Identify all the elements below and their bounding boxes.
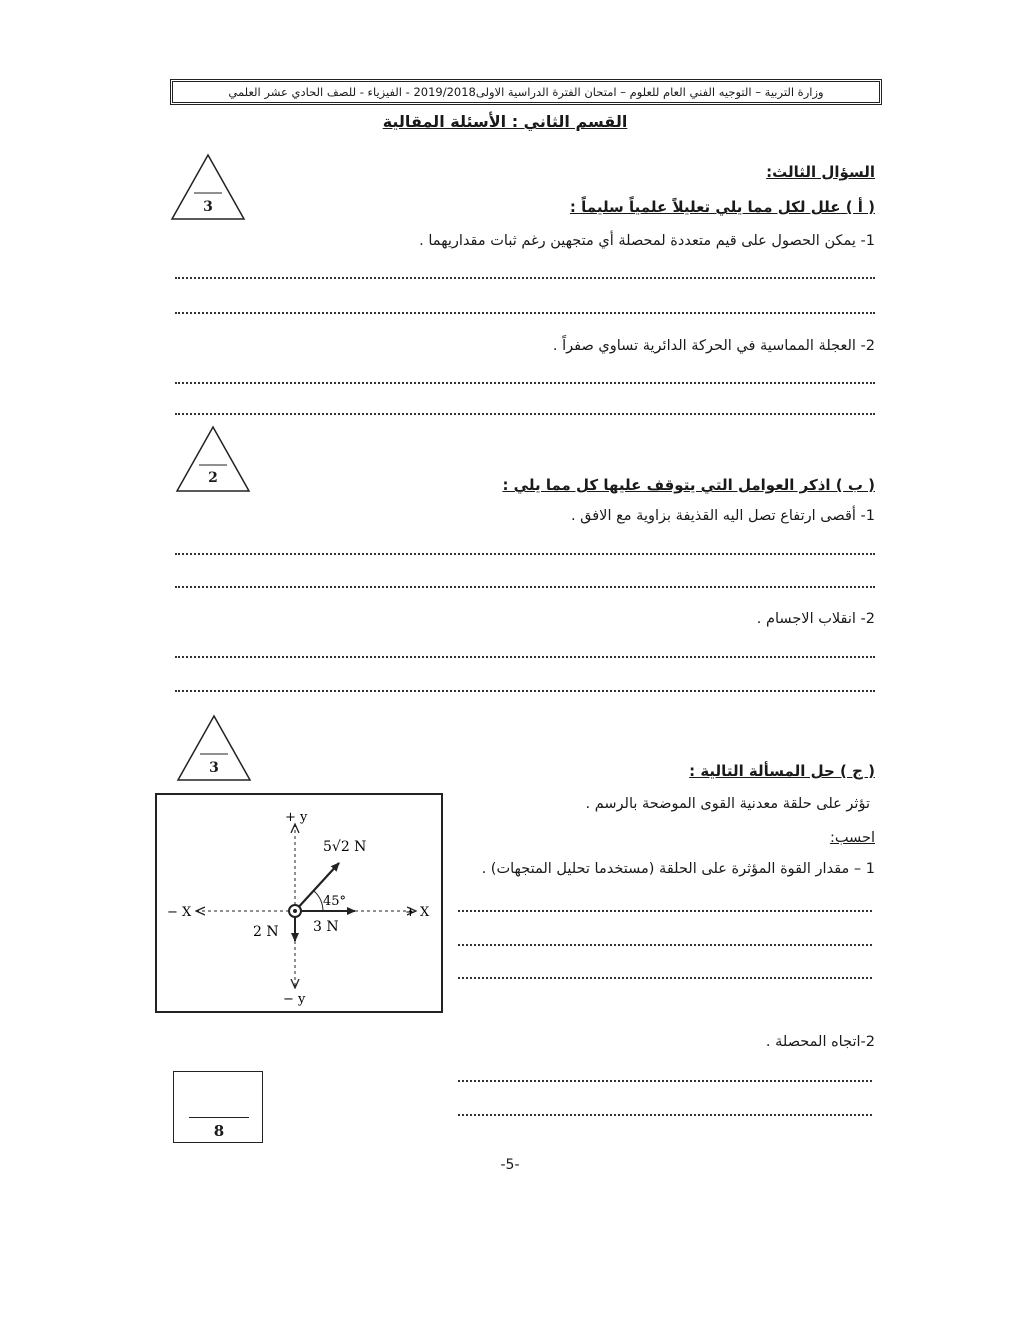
section-title: القسم الثاني : الأسئلة المقالية [382,112,628,131]
exam-header: وزارة التربية – التوجيه الفني العام للعلوم – امتحان الفترة الدراسية الاولى2019/2018 - الفيزياء - للصف الحادي عشر العلمي [170,79,882,105]
answer-line[interactable] [458,1080,872,1082]
part-a-item-2: 2- العجلة المماسية في الحركة الدائرية تساوي صفراً . [552,338,875,354]
force-diagram [155,793,443,1013]
score-value: 3 [203,199,213,215]
label-force-right: 3 N [313,919,339,935]
answer-line[interactable] [175,312,875,314]
answer-line[interactable] [458,910,872,912]
answer-line[interactable] [175,586,875,588]
label-force-diagonal: 5√2 N [323,839,367,855]
answer-line[interactable] [458,977,872,979]
answer-line[interactable] [175,277,875,279]
label-minus-x: − X [167,905,192,920]
answer-line[interactable] [175,656,875,658]
part-c-title: ( ج ) حل المسألة التالية : [689,762,875,780]
answer-line[interactable] [458,944,872,946]
part-c-intro: تؤثر على حلقة معدنية القوى الموضحة بالرسم . [585,796,870,812]
page-number: -5- [500,1157,520,1173]
force-diagram-svg [157,795,441,1011]
label-force-down: 2 N [253,924,279,940]
part-a-title: ( أ ) علل لكل مما يلي تعليلاً علمياً سليماً : [569,198,875,216]
label-plus-y: + y [285,810,308,825]
answer-line[interactable] [175,690,875,692]
ring-center [293,909,297,913]
label-plus-x: + X [405,905,430,920]
part-b-item-2: 2- انقلاب الاجسام . [756,611,875,627]
part-b-item-1: 1- أقصى ارتفاع تصل اليه القذيفة بزاوية مع الافق . [570,508,875,524]
answer-line[interactable] [175,553,875,555]
angle-arc [314,891,323,911]
score-value: 3 [209,760,219,776]
score-divider [189,1117,249,1118]
calc-label: احسب: [829,830,875,846]
score-value: 2 [208,470,218,486]
answer-line[interactable] [458,1114,872,1116]
score-triangle-a [170,153,246,221]
score-triangle-c [176,714,252,782]
part-a-item-1: 1- يمكن الحصول على قيم متعددة لمحصلة أي متجهين رغم ثبات مقداريهما . [419,233,875,249]
label-minus-y: − y [283,992,306,1007]
answer-line[interactable] [175,413,875,415]
label-angle: 45° [323,894,347,909]
total-score-box [173,1071,263,1143]
part-b-title: ( ب ) اذكر العوامل التي يتوقف عليها كل مما يلي : [502,476,875,494]
question-title: السؤال الثالث: [766,163,875,181]
part-c-item-1: 1 – مقدار القوة المؤثرة على الحلقة (مستخدما تحليل المتجهات) . [481,861,875,877]
score-triangle-b [175,425,251,493]
answer-line[interactable] [175,382,875,384]
part-c-item-2: 2-اتجاه المحصلة . [765,1034,875,1050]
total-score-value: 8 [213,1122,225,1140]
